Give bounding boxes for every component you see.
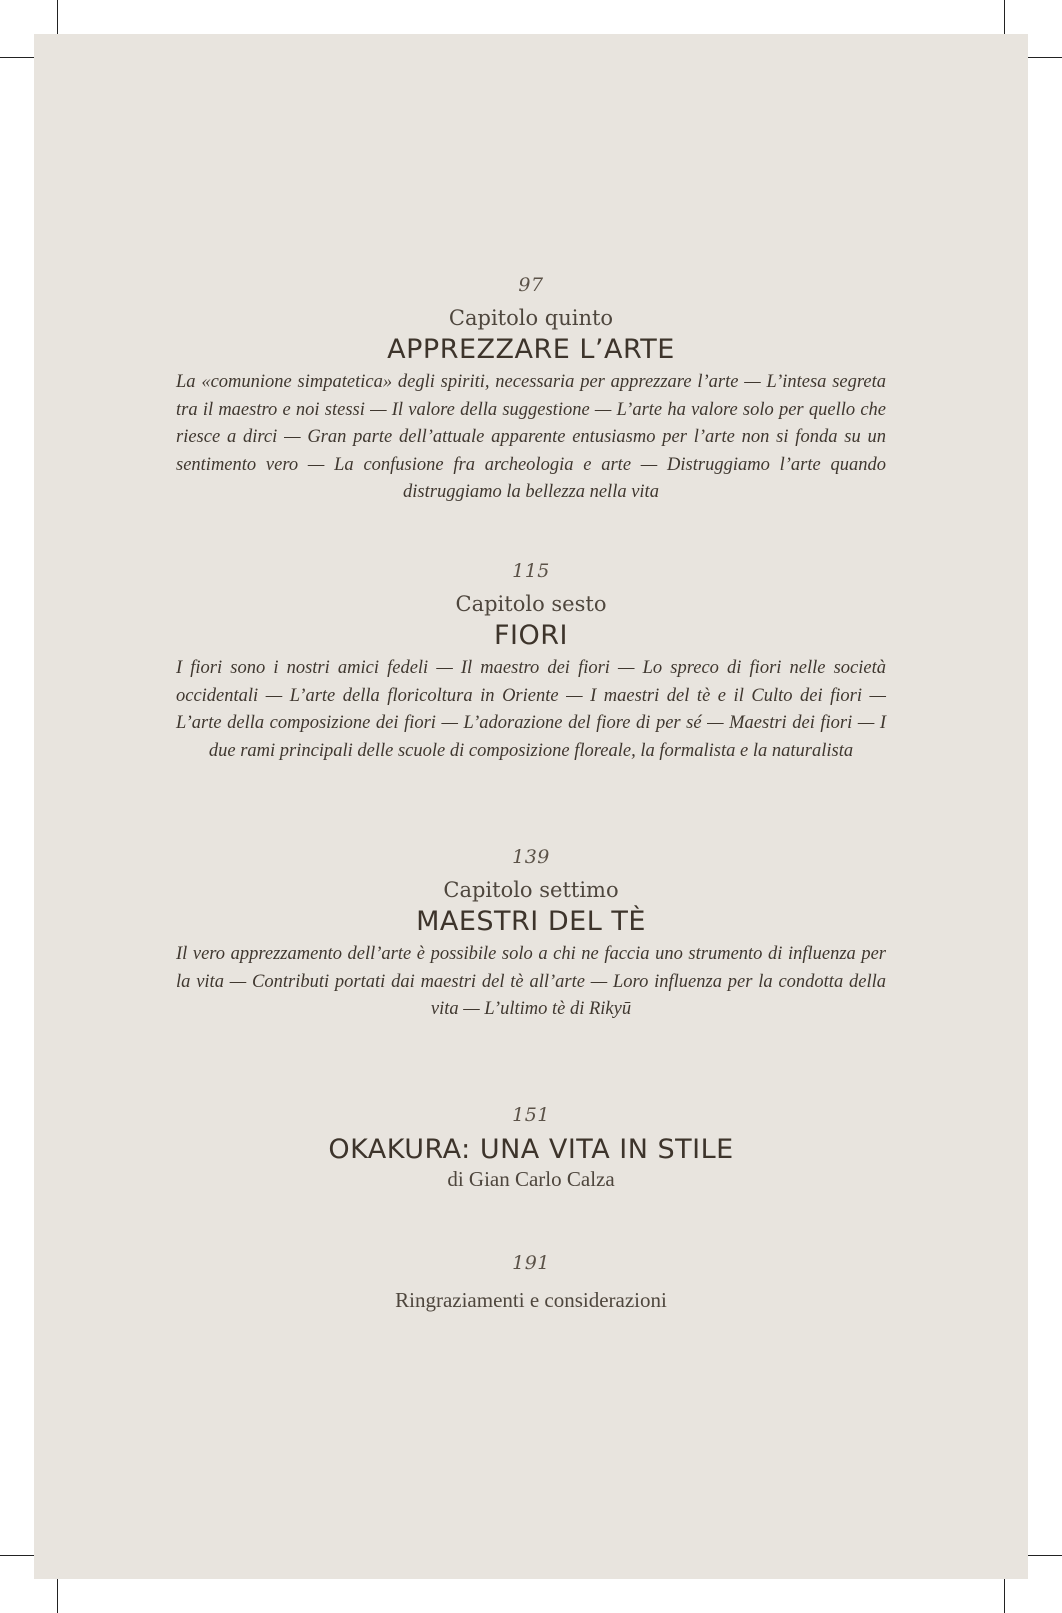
chapter-summary: Il vero apprezzamento dell’arte è possibile solo a chi ne faccia uno strumento di influenza per la vita — Contributi portati dai maestri del tè all’arte — Loro influenza per la condotta della vita — L’ultimo tè di Rikyū [176, 944, 886, 1019]
crop-mark [1004, 1577, 1005, 1613]
toc-entry-chapter-5[interactable] [34, 274, 1028, 507]
toc-entry-essay[interactable] [34, 1104, 1028, 1192]
toc-entry-chapter-6[interactable] [34, 560, 1028, 765]
page-number: 151 [512, 1104, 550, 1126]
chapter-summary: I fiori sono i nostri amici fedeli — Il maestro dei fiori — Lo spreco di fiori nelle società occidentali — L’arte della floricoltura in Oriente — I maestri del tè e il Culto dei fiori — L’arte della composizione dei fiori — L’adorazione del fiore di per sé — Maestri dei fiori — I due rami principali delle scuole di composizione floreale, la formalista e la naturalista [176, 658, 886, 761]
crop-mark [57, 1577, 58, 1613]
crop-mark [1026, 57, 1062, 58]
crop-mark [57, 0, 58, 36]
page-number: 97 [518, 274, 544, 296]
crop-mark [0, 57, 36, 58]
page-number: 191 [512, 1252, 550, 1274]
chapter-label: Capitolo quinto [448, 306, 614, 330]
toc-entry-acknowledgements[interactable] [34, 1252, 1028, 1313]
essay-author: di Gian Carlo Calza [447, 1167, 615, 1191]
crop-mark [1026, 1555, 1062, 1556]
chapter-title: MAESTRI DEL TÈ [416, 906, 646, 937]
chapter-summary: La «comunione simpatetica» degli spiriti, necessaria per apprezzare l’arte — L’intesa segreta tra il maestro e noi stessi — Il valore della suggestione — L’arte ha valore solo per quello che riesce a dirci — Gran parte dell’attuale apparente entusiasmo per l’arte non si fonda su un sentimento vero — La confusione fra archeologia e arte — Distruggiamo l’arte quando distruggiamo la bellezza nella vita [176, 372, 886, 502]
crop-mark [1004, 0, 1005, 36]
toc-entry-chapter-7[interactable] [34, 846, 1028, 1024]
chapter-label: Capitolo settimo [443, 878, 619, 902]
page-number: 139 [512, 846, 550, 868]
essay-title: OKAKURA: UNA VITA IN STILE [328, 1134, 734, 1165]
chapter-title: FIORI [494, 620, 568, 651]
book-page [34, 34, 1028, 1579]
page-number: 115 [512, 560, 550, 582]
chapter-title: APPREZZARE L’ARTE [387, 334, 675, 365]
chapter-label: Capitolo sesto [455, 592, 607, 616]
acknowledgements-label: Ringraziamenti e considerazioni [395, 1288, 667, 1312]
crop-mark [0, 1555, 36, 1556]
